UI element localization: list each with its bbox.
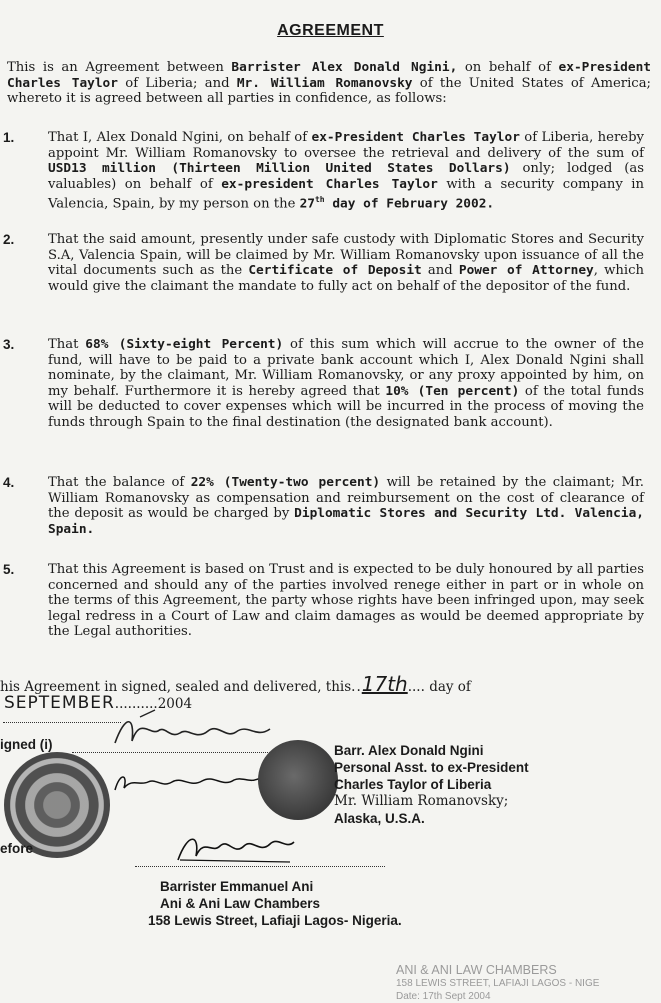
signatory-name: Mr. William Romanovsky; [334,793,509,809]
clause-number: 2. [3,232,15,247]
signed-line: his Agreement in signed, sealed and delivered, this..17th.... day of [0,672,471,696]
witness-firm: Ani & Ani Law Chambers [160,896,321,911]
intro-paragraph [7,60,651,107]
signed-line-suffix: day of [429,679,471,695]
round-stamp [258,740,338,820]
signature-romanovsky [110,768,265,802]
clause-text: That this Agreement is based on Trust and is expected to be duly honoured by all parties concerned and should any of the parties involved renege either in part or in whole on the terms of this Agreement, the party whose rights have been infringed upon, may seek legal redress in a Court of Law and claim damages as would be deemed appropriate by the Legal authorities. [48,562,644,640]
stamp-line: Date: 17th Sept 2004 [396,991,491,1002]
clause-text: That the said amount, presently under safe custody with Diplomatic Stores and Security S.A, Valencia Spain, will be claimed by Mr. William Romanovsky upon issuance of all the vital documents such as the Certificate of Deposit and Power of Attorney, which would give the claimant the mandate to fully act on behalf of the depositor of the fund. [48,232,644,294]
document-title: AGREEMENT [277,22,384,39]
signatory-block-2 [148,878,402,929]
clause-number: 4. [3,475,15,490]
signatory-name: Barr. Alex Donald Ngini [334,743,484,758]
law-chambers-stamp [396,964,661,1003]
signed-day-handwritten: 17th [361,672,408,696]
stamp-line: 158 LEWIS STREET, LAFIAJI LAGOS - NIGE [396,978,600,989]
year: 2004 [157,696,193,712]
stamp-line: ANI & ANI LAW CHAMBERS [396,963,557,977]
signed-label: igned (i) [0,737,53,752]
witness-address: 158 Lewis Street, Lafiaji Lagos- Nigeria. [148,913,402,928]
month-underline [3,722,121,723]
signature-ngini [110,705,280,753]
before-label: efore [0,841,34,856]
signatory-title: Charles Taylor of Liberia [334,777,492,792]
signed-line-prefix: his Agreement in signed, sealed and delivered, this [0,679,352,695]
clause-text: That the balance of 22% (Twenty-two percent) will be retained by the claimant; Mr. William Romanovsky as compensation and reimbursement on the cost of clearance of the deposit as would be charged by Diplomatic Stores and Security Ltd. Valencia, Spain. [48,475,645,537]
date-line: SEPTEMBER..........2004 [4,693,193,713]
clause-text: That I, Alex Donald Ngini, on behalf of ex-President Charles Taylor of Liberia, hereby appoint Mr. William Romanovsky to oversee the retrieval and delivery of the sum of USD13 million (Thirteen Million United States Dollars) only; lodged (as valuables) on behalf of ex-president Charles Taylor with a security company in Valencia, Spain, by my person on the 27th day of February 2002. [48,130,644,212]
intro-bold: Barrister Alex Donald Ngini, [231,60,458,75]
signatory-location: Alaska, U.S.A. [334,811,425,826]
signature-ani [170,826,300,870]
intro-bold: ex-President Charles Taylor [7,60,651,91]
signatory-block-1 [334,742,529,827]
clause-number: 5. [3,562,15,577]
intro-bold: Mr. William Romanovsky [236,75,413,91]
month-handwritten: SEPTEMBER [4,693,115,713]
intro-text: This is an Agreement between [7,60,232,75]
witness-name: Barrister Emmanuel Ani [160,879,314,894]
intro-text: of the United States of America; whereto it is agreed between all parties in confidence, as follows: [7,75,651,107]
clause-text: That 68% (Sixty-eight Percent) of this sum which will accrue to the owner of the fund, will have to be paid to a private bank account which I, Alex Donald Ngini shall nominate, by the claimant, Mr. William Romanovsky, or any proxy appointed by him, on my behalf. Furthermore it is hereby agreed that 10% (Ten percent) of the total funds will be deducted to cover expenses which will be incurred in the process of moving the funds through Spain to the final destination (the designated bank account). [48,337,644,430]
clause-number: 1. [3,130,15,145]
clause-number: 3. [3,337,15,352]
intro-text: of Liberia; and [117,75,237,91]
intro-text: on behalf of [457,60,559,75]
signatory-title: Personal Asst. to ex-President [334,760,529,775]
signature-line-2 [135,866,385,867]
